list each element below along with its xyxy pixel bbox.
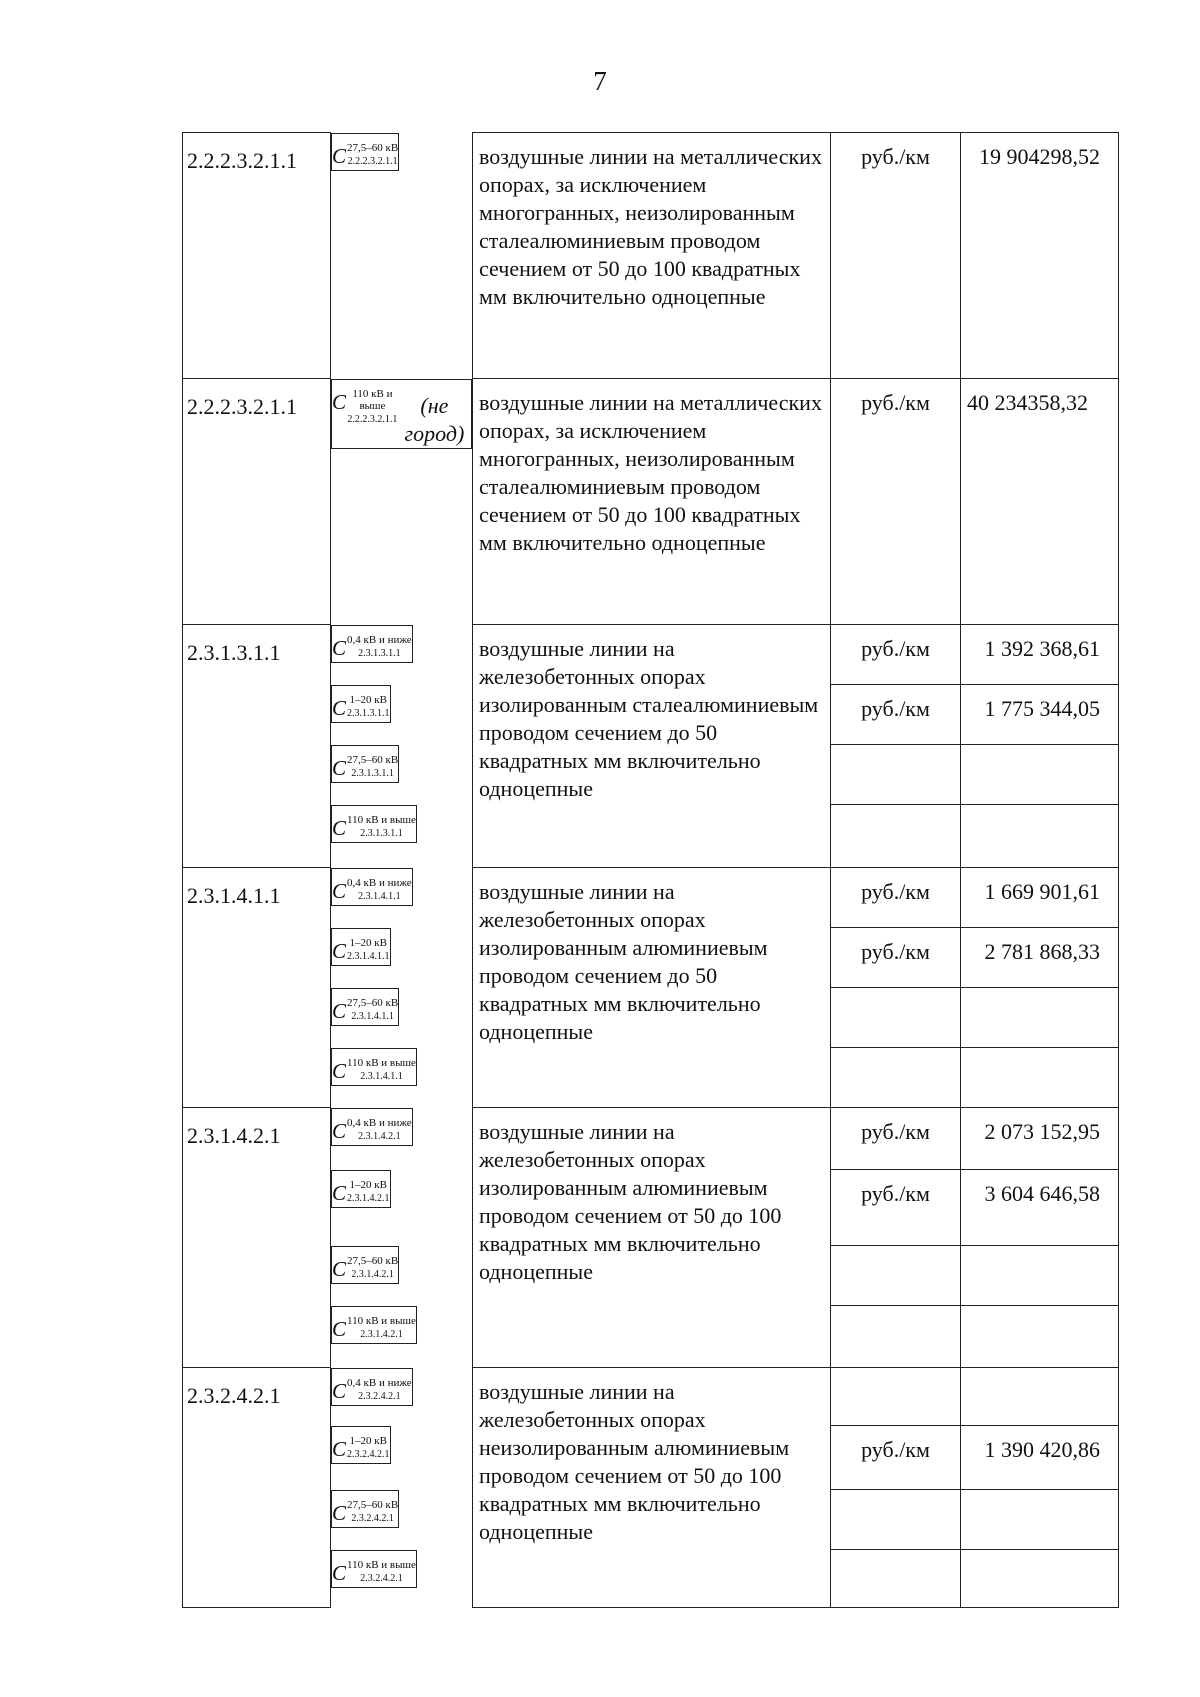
symbol-subscript: 2.3.1.4.2.1 bbox=[360, 1328, 403, 1340]
symbol-superscript: 0,4 кВ и ниже bbox=[347, 876, 412, 889]
symbol-subscript: 2.3.2.4.2.1 bbox=[360, 1572, 403, 1584]
rate-symbol: C 0,4 кВ и ниже 2.3.2.4.2.1 bbox=[332, 1376, 412, 1403]
symbol-superscript: 0,4 кВ и ниже bbox=[347, 633, 412, 646]
rate-symbol-cell bbox=[331, 379, 472, 449]
row-value: 40 234358,32 bbox=[961, 379, 1119, 625]
table-row bbox=[183, 133, 1119, 379]
symbol-subscript: 2.3.1.4.1.1 bbox=[358, 890, 401, 902]
symbol-subscript: 2.3.1.3.1.1 bbox=[358, 647, 401, 659]
row-unit bbox=[831, 1368, 961, 1426]
rate-symbol-cell bbox=[331, 1246, 399, 1284]
row-value: 2 073 152,95 bbox=[961, 1108, 1119, 1170]
rate-symbol: C 27,5–60 кВ 2.3.2.4.2.1 bbox=[332, 1498, 399, 1525]
rate-symbol-cell bbox=[331, 745, 399, 783]
symbol-subscript: 2.3.2.4.2.1 bbox=[351, 1512, 394, 1524]
symbol-subscript: 2.3.1.4.2.1 bbox=[351, 1268, 394, 1280]
rate-symbol: C 1–20 кВ 2.3.1.3.1.1 bbox=[332, 693, 390, 720]
row-value: 1 775 344,05 bbox=[961, 685, 1119, 745]
row-unit: руб./км bbox=[831, 1426, 961, 1490]
rate-symbol: C 27,5–60 кВ 2.2.2.3.2.1.1 bbox=[332, 141, 399, 168]
symbol-subscript: 2.3.1.4.2.1 bbox=[358, 1130, 401, 1142]
row-value bbox=[961, 1048, 1119, 1108]
row-unit bbox=[831, 1246, 961, 1306]
symbol-superscript: 27,5–60 кВ bbox=[347, 753, 399, 766]
rate-symbol-cell bbox=[331, 1550, 417, 1588]
symbol-subscript: 2.3.1.3.1.1 bbox=[360, 827, 403, 839]
row-unit: руб./км bbox=[831, 1170, 961, 1246]
symbol-subscript: 2.2.2.3.2.1.1 bbox=[347, 413, 398, 425]
row-value: 1 390 420,86 bbox=[961, 1426, 1119, 1490]
symbol-superscript: 110 кВ и выше bbox=[352, 387, 393, 412]
symbol-note: (не город) bbox=[404, 392, 465, 446]
rate-symbol-cell bbox=[331, 1048, 417, 1086]
table-row bbox=[183, 1368, 1119, 1426]
row-unit bbox=[831, 805, 961, 868]
row-unit: руб./км bbox=[831, 379, 961, 625]
symbol-superscript: 27,5–60 кВ bbox=[347, 1254, 399, 1267]
rate-symbol: C 1–20 кВ 2.3.1.4.1.1 bbox=[332, 936, 390, 963]
rate-symbol: C 0,4 кВ и ниже 2.3.1.4.2.1 bbox=[332, 1116, 412, 1143]
group-description: воздушные линии на железобетонных опорах изолированным алюминиевым проводом сечением до 50 квадратных мм включительно одноцепные bbox=[473, 868, 831, 1108]
symbol-superscript: 0,4 кВ и ниже bbox=[347, 1116, 412, 1129]
rate-symbol: C 110 кВ и выше 2.2.2.3.2.1.1 bbox=[332, 387, 398, 425]
row-unit bbox=[831, 1306, 961, 1368]
rate-symbol: C 110 кВ и выше 2.3.1.4.2.1 bbox=[332, 1314, 416, 1341]
rate-symbol-cell bbox=[331, 1368, 413, 1406]
symbol-superscript: 110 кВ и выше bbox=[347, 1314, 416, 1327]
table-row bbox=[183, 868, 1119, 928]
row-value bbox=[961, 1550, 1119, 1608]
row-unit: руб./км bbox=[831, 133, 961, 379]
symbol-superscript: 110 кВ и выше bbox=[347, 1056, 416, 1069]
rate-symbol-cell bbox=[331, 928, 391, 966]
row-value bbox=[961, 1306, 1119, 1368]
rate-symbol: C 0,4 кВ и ниже 2.3.1.3.1.1 bbox=[332, 633, 412, 660]
row-value bbox=[961, 1368, 1119, 1426]
rate-symbol-cell bbox=[331, 1170, 391, 1208]
table-row bbox=[183, 1108, 1119, 1170]
row-value: 2 781 868,33 bbox=[961, 928, 1119, 988]
row-value bbox=[961, 805, 1119, 868]
symbol-superscript: 27,5–60 кВ bbox=[347, 1498, 399, 1511]
rate-symbol-cell bbox=[331, 988, 399, 1026]
rate-symbol-cell bbox=[331, 133, 399, 171]
row-unit bbox=[831, 1490, 961, 1550]
symbol-superscript: 1–20 кВ bbox=[349, 1178, 387, 1191]
rate-symbol-cell bbox=[331, 1490, 399, 1528]
group-code: 2.3.1.4.2.1 bbox=[183, 1108, 331, 1368]
symbol-superscript: 110 кВ и выше bbox=[347, 1558, 416, 1571]
row-description: воздушные линии на металлических опорах, за исключением многогранных, неизолированным сталеалюминиевым проводом сечением от 50 до 100 квадратных мм включительно одноцепные bbox=[473, 133, 831, 379]
symbol-subscript: 2.2.2.3.2.1.1 bbox=[347, 155, 398, 167]
table-row bbox=[183, 625, 1119, 685]
rate-symbol: C 27,5–60 кВ 2.3.1.4.2.1 bbox=[332, 1254, 399, 1281]
row-unit: руб./км bbox=[831, 685, 961, 745]
tariff-table bbox=[182, 132, 1119, 1608]
page-number: 7 bbox=[593, 66, 607, 96]
row-code: 2.2.2.3.2.1.1 bbox=[183, 379, 331, 625]
rate-symbol-cell bbox=[331, 1426, 391, 1464]
symbol-subscript: 2.3.1.3.1.1 bbox=[347, 707, 390, 719]
rate-symbol-cell bbox=[331, 1108, 413, 1146]
row-value: 1 669 901,61 bbox=[961, 868, 1119, 928]
group-description: воздушные линии на железобетонных опорах изолированным сталеалюминиевым проводом сечением до 50 квадратных мм включительно одноцепные bbox=[473, 625, 831, 868]
symbol-subscript: 2.3.1.4.1.1 bbox=[347, 950, 390, 962]
symbol-subscript: 2.3.2.4.2.1 bbox=[358, 1390, 401, 1402]
symbol-subscript: 2.3.1.4.2.1 bbox=[347, 1192, 390, 1204]
rate-symbol: C 110 кВ и выше 2.3.1.3.1.1 bbox=[332, 813, 416, 840]
symbol-superscript: 27,5–60 кВ bbox=[347, 996, 399, 1009]
rate-symbol-cell bbox=[331, 1306, 417, 1344]
rate-symbol: C 110 кВ и выше 2.3.2.4.2.1 bbox=[332, 1558, 416, 1585]
row-value: 19 904298,52 bbox=[961, 133, 1119, 379]
symbol-superscript: 1–20 кВ bbox=[349, 693, 387, 706]
row-unit bbox=[831, 1048, 961, 1108]
group-code: 2.3.2.4.2.1 bbox=[183, 1368, 331, 1608]
row-code: 2.2.2.3.2.1.1 bbox=[183, 133, 331, 379]
row-value: 1 392 368,61 bbox=[961, 625, 1119, 685]
row-unit bbox=[831, 745, 961, 805]
row-unit: руб./км bbox=[831, 1108, 961, 1170]
rate-symbol-cell bbox=[331, 625, 413, 663]
symbol-superscript: 110 кВ и выше bbox=[347, 813, 416, 826]
row-value bbox=[961, 1490, 1119, 1550]
rate-symbol: C 110 кВ и выше 2.3.1.4.1.1 bbox=[332, 1056, 416, 1083]
group-code: 2.3.1.3.1.1 bbox=[183, 625, 331, 868]
rate-symbol: C 27,5–60 кВ 2.3.1.4.1.1 bbox=[332, 996, 399, 1023]
symbol-subscript: 2.3.1.3.1.1 bbox=[351, 767, 394, 779]
rate-symbol-cell bbox=[331, 685, 391, 723]
row-value: 3 604 646,58 bbox=[961, 1170, 1119, 1246]
symbol-subscript: 2.3.1.4.1.1 bbox=[351, 1010, 394, 1022]
symbol-superscript: 0,4 кВ и ниже bbox=[347, 1376, 412, 1389]
row-value bbox=[961, 1246, 1119, 1306]
row-unit bbox=[831, 1550, 961, 1608]
rate-symbol: C 0,4 кВ и ниже 2.3.1.4.1.1 bbox=[332, 876, 412, 903]
rate-symbol-cell bbox=[331, 868, 413, 906]
rate-symbol: C 27,5–60 кВ 2.3.1.3.1.1 bbox=[332, 753, 399, 780]
rate-symbol: C 1–20 кВ 2.3.1.4.2.1 bbox=[332, 1178, 390, 1205]
row-value bbox=[961, 988, 1119, 1048]
symbol-subscript: 2.3.2.4.2.1 bbox=[347, 1448, 390, 1460]
symbol-superscript: 27,5–60 кВ bbox=[347, 141, 399, 154]
row-unit: руб./км bbox=[831, 928, 961, 988]
group-description: воздушные линии на железобетонных опорах изолированным алюминиевым проводом сечением от 50 до 100 квадратных мм включительно одноцепные bbox=[473, 1108, 831, 1368]
row-unit bbox=[831, 988, 961, 1048]
rate-symbol-cell bbox=[331, 805, 417, 843]
group-description: воздушные линии на железобетонных опорах неизолированным алюминиевым проводом сечением от 50 до 100 квадратных мм включительно одноцепные bbox=[473, 1368, 831, 1608]
symbol-superscript: 1–20 кВ bbox=[349, 1434, 387, 1447]
row-description: воздушные линии на металлических опорах, за исключением многогранных, неизолированным сталеалюминиевым проводом сечением от 50 до 100 квадратных мм включительно одноцепные bbox=[473, 379, 831, 625]
table-row bbox=[183, 379, 1119, 625]
group-code: 2.3.1.4.1.1 bbox=[183, 868, 331, 1108]
symbol-subscript: 2.3.1.4.1.1 bbox=[360, 1070, 403, 1082]
row-unit: руб./км bbox=[831, 868, 961, 928]
row-unit: руб./км bbox=[831, 625, 961, 685]
row-value bbox=[961, 745, 1119, 805]
symbol-superscript: 1–20 кВ bbox=[349, 936, 387, 949]
rate-symbol: C 1–20 кВ 2.3.2.4.2.1 bbox=[332, 1434, 390, 1461]
